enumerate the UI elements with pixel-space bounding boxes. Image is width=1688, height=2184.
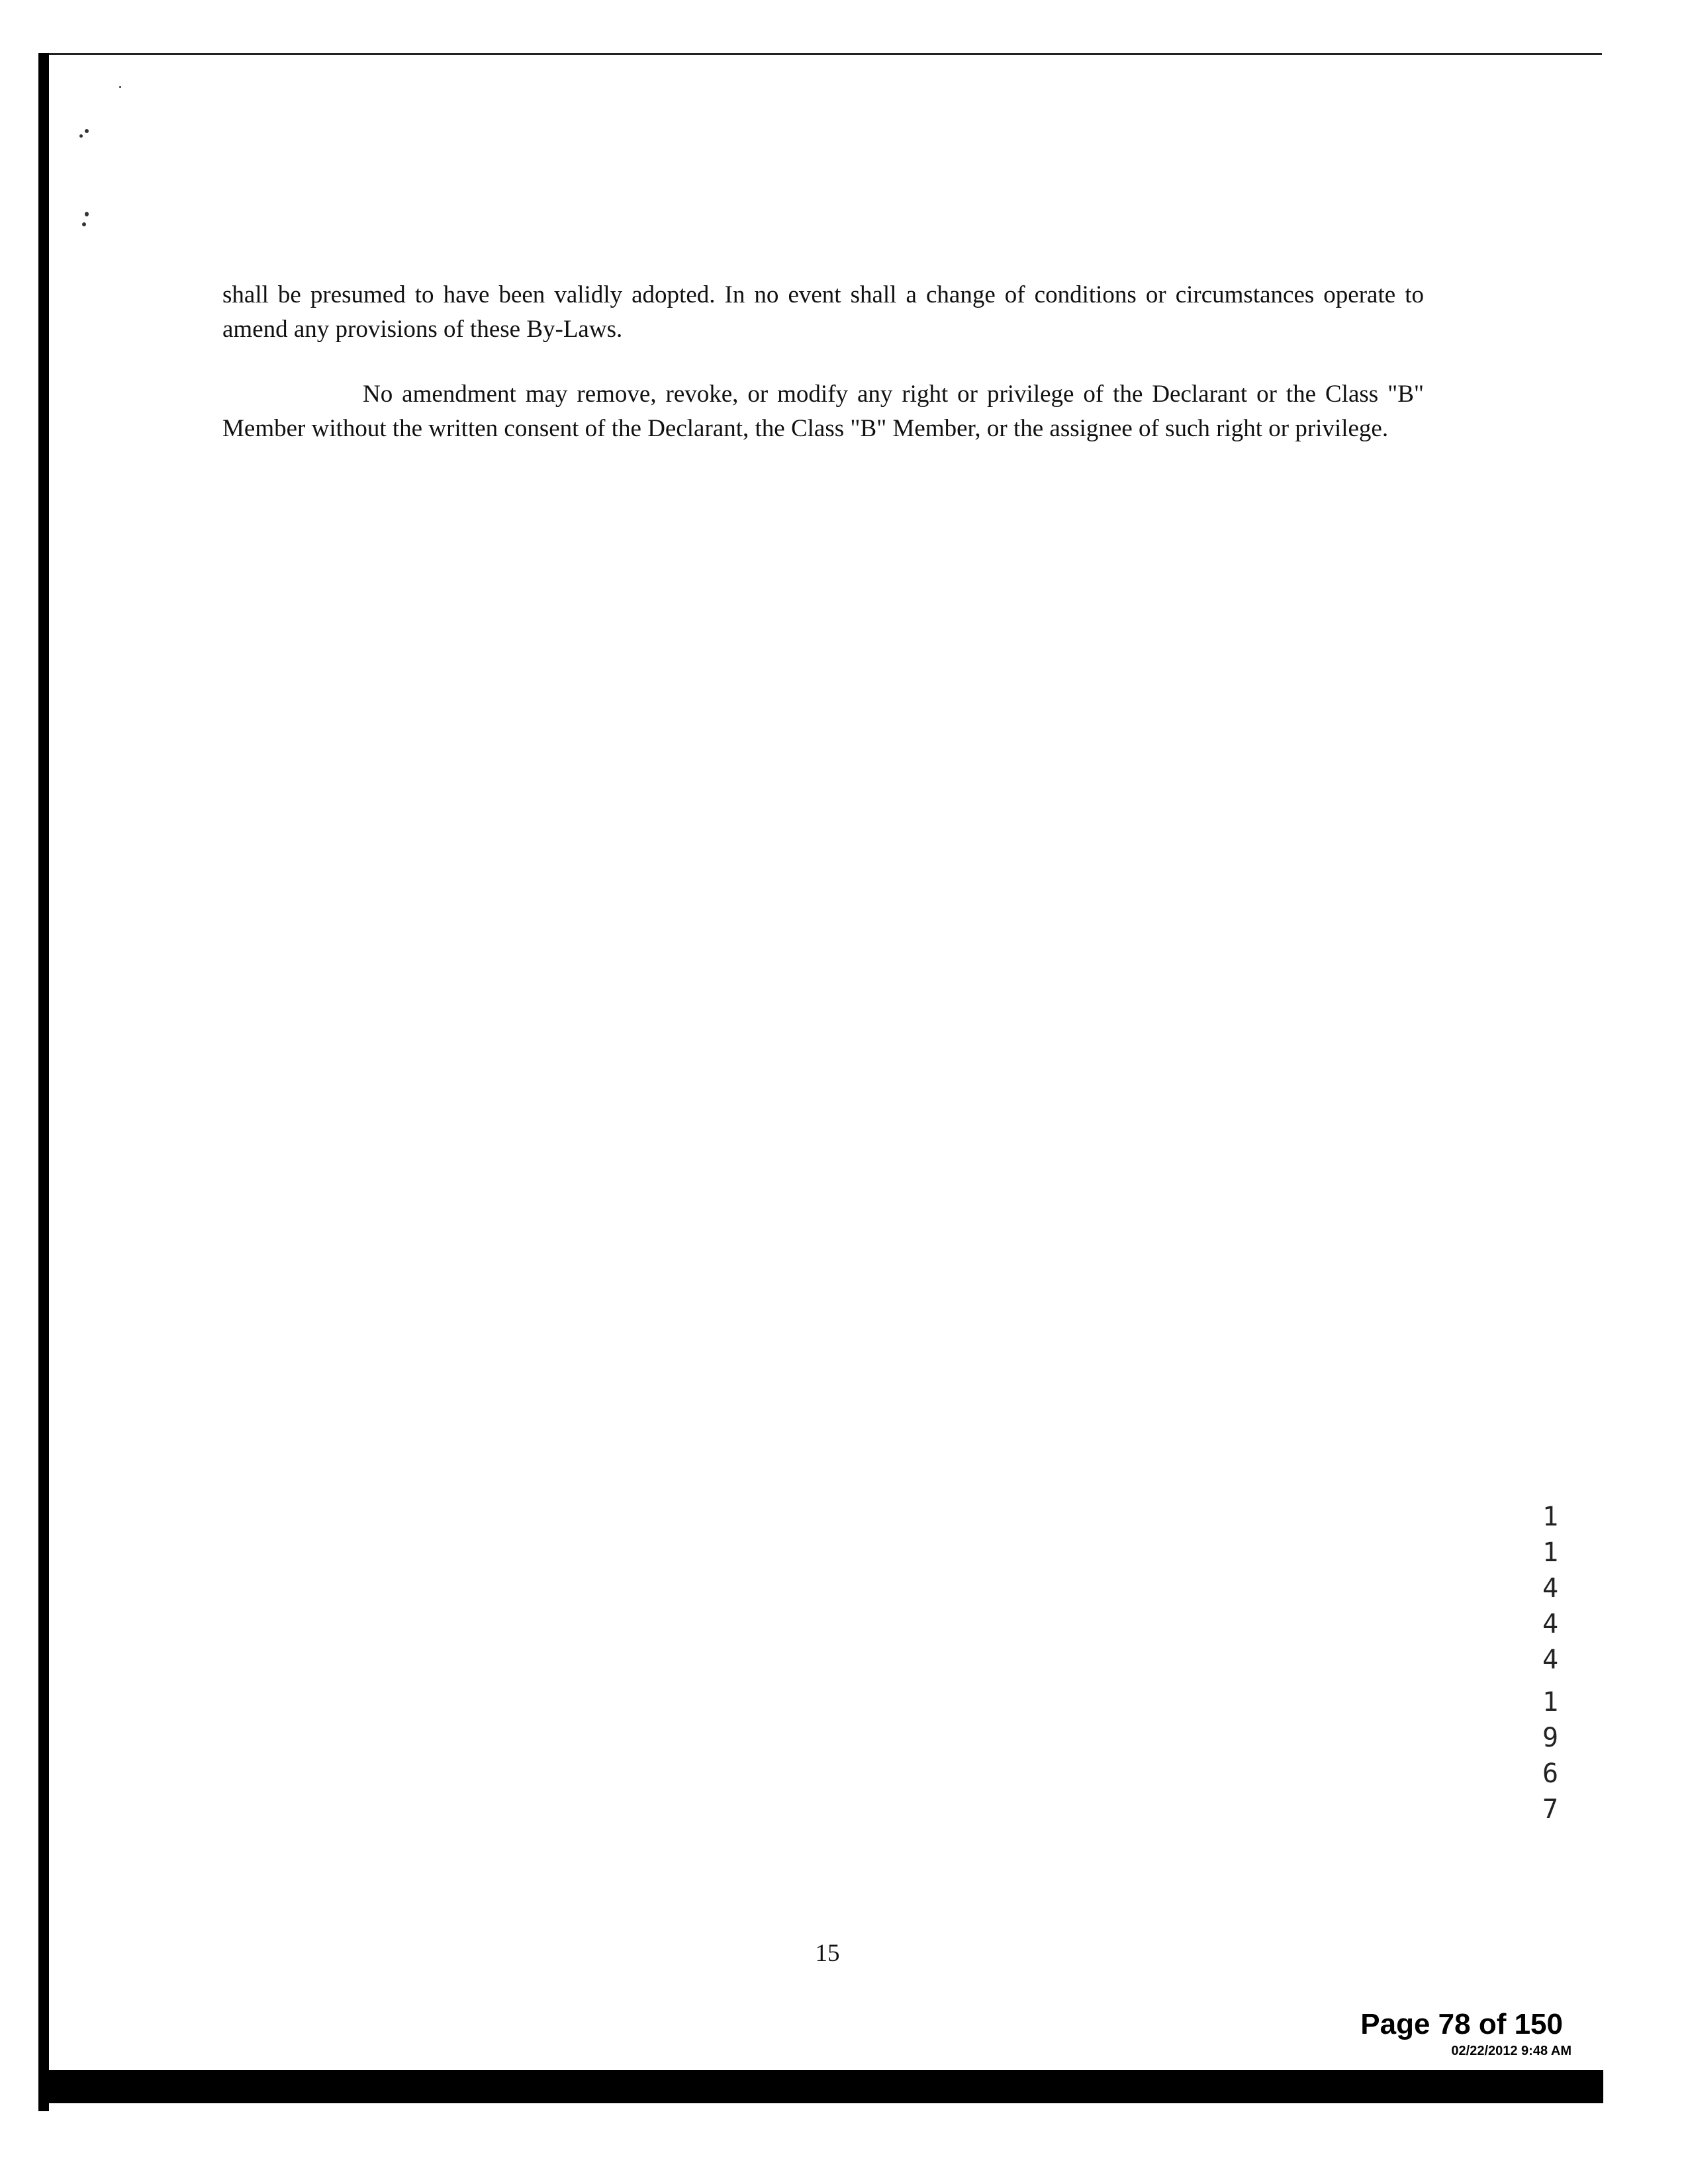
paragraph-1: shall be presumed to have been validly adopted. In no event shall a change of conditions or circumstances operate to amend any provisions of these By-Laws.: [222, 281, 1424, 343]
scan-speck: [79, 134, 83, 138]
margin-number-2: 1967: [1542, 1687, 1559, 1825]
scan-speck: [82, 222, 86, 226]
scan-top-line: [40, 53, 1602, 55]
paragraph-2: No amendment may remove, revoke, or modify any right or privilege of the Declarant or the Class "B" Member without the written consent of the Declarant, the Class "B" Member, or the assignee of such right or privilege.: [222, 381, 1424, 442]
scan-speck: [85, 129, 89, 133]
scan-speck: [119, 86, 121, 88]
scan-bottom-bar: [38, 2070, 1603, 2103]
page-number: 15: [815, 1940, 840, 1967]
scan-speck: [85, 212, 89, 216]
scan-left-bar: [38, 53, 49, 2111]
stamp-timestamp: 02/22/2012 9:48 AM: [1451, 2044, 1571, 2058]
margin-number-1: 11444: [1542, 1502, 1559, 1675]
stamp-page-label: Page 78 of 150: [1360, 2008, 1563, 2040]
